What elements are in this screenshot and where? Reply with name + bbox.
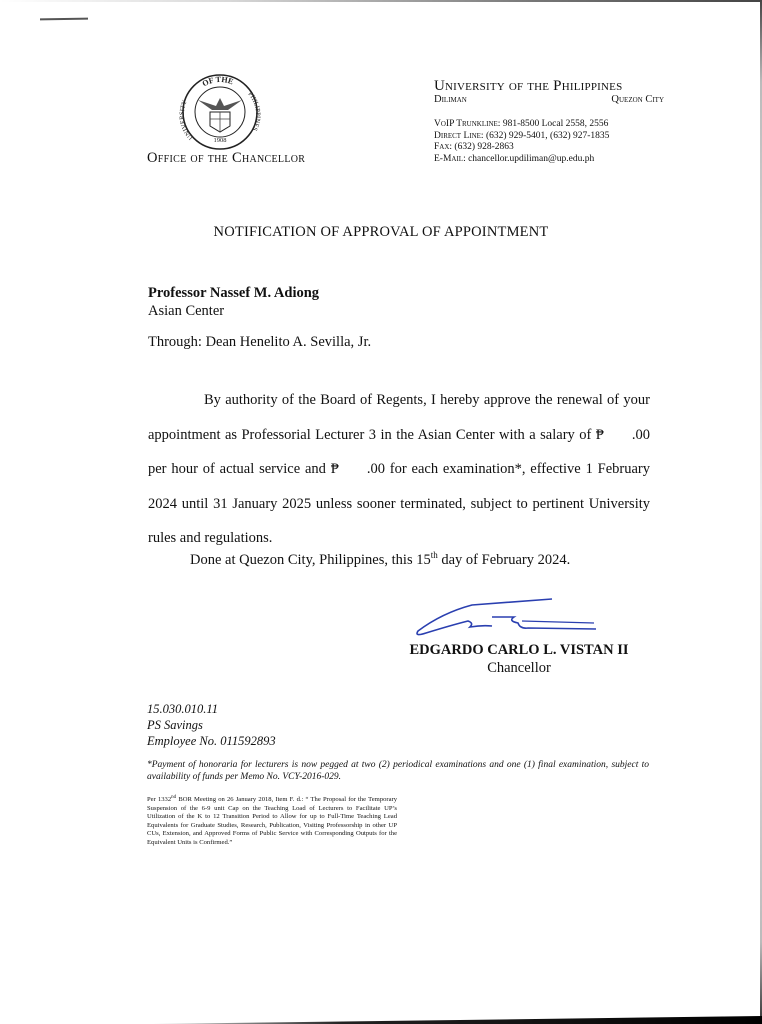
document-title: NOTIFICATION OF APPROVAL OF APPOINTMENT bbox=[213, 224, 549, 240]
peso-sign: ₱ bbox=[330, 461, 339, 477]
signatory bbox=[384, 641, 654, 677]
account-code: 15.030.010.11 bbox=[147, 702, 218, 716]
signature-icon bbox=[412, 595, 602, 640]
svg-text:1908: 1908 bbox=[213, 137, 227, 144]
campus: Diliman bbox=[434, 94, 467, 105]
svg-text:OF THE: OF THE bbox=[200, 74, 235, 89]
addressee bbox=[148, 284, 319, 320]
addressee-unit: Asian Center bbox=[148, 303, 225, 319]
fund-source: PS Savings bbox=[147, 718, 203, 732]
contact-direct-line: Direct Line: (632) 929-5401, (632) 927-1835 bbox=[434, 130, 610, 141]
contact-fax: Fax: (632) 928-2863 bbox=[434, 142, 514, 152]
scan-artifact-mark bbox=[40, 18, 88, 21]
contact-info bbox=[434, 119, 664, 165]
location-line bbox=[434, 94, 664, 105]
addressee-name: Professor Nassef M. Adiong bbox=[148, 285, 320, 301]
through-line: Through: Dean Henelito A. Sevilla, Jr. bbox=[148, 334, 372, 350]
signatory-title: Chancellor bbox=[487, 660, 551, 676]
city: Quezon City bbox=[611, 94, 664, 105]
scan-edge-bottom bbox=[0, 1016, 762, 1024]
body-paragraph: By authority of the Board of Regents, I hereby approve the renewal of your appointment as Professorial Lecturer 3 in the Asian Center with a salary of ₱ .00 per hour of actual service and ₱ .00 for each examination*, effective 1 February 2024 until 31 January 2025 unless sooner terminated, subject to pertinent University rules and regulations. bbox=[148, 392, 650, 546]
svg-text:PHILIPPINES: PHILIPPINES bbox=[246, 90, 262, 132]
employee-number: Employee No. 011592893 bbox=[147, 734, 276, 748]
scan-edge-top bbox=[0, 0, 762, 2]
letterhead-right bbox=[434, 78, 664, 165]
svg-text:UNIVERSITY: UNIVERSITY bbox=[178, 99, 195, 141]
done-line: Done at Quezon City, Philippines, this 15th day of February 2024. bbox=[190, 550, 571, 568]
contact-email: E-Mail: chancellor.updiliman@up.edu.ph bbox=[434, 153, 595, 164]
footnote: *Payment of honoraria for lecturers is now pegged at two (2) periodical examinations and one (1) final examination, subject to availability of funds per Memo No. VCY-2016-029. bbox=[147, 760, 649, 782]
bor-note: Per 1332nd BOR Meeting on 26 January 2018, Item F. d.: “ The Proposal for the Temporary Suspension of the 6-9 unit Cap on the Teaching Load of Lecturers to Facilitate UP’s Utilization of the K to 12 Transition Period to Allow for up to Full-Time Teaching Lead Equivalents for Graduate Studies, Research, Publication, Visiting Professorship in other UP CUs, Extension, and Approved Forms of Public Service with Corresponding Outputs for the Equivalent Units is Confirmed.” bbox=[147, 795, 397, 846]
peso-sign: ₱ bbox=[595, 426, 604, 443]
office-name: Office of the Chancellor bbox=[147, 150, 306, 166]
university-name: University of the Philippines bbox=[434, 78, 623, 94]
signatory-name: EDGARDO CARLO L. VISTAN II bbox=[409, 642, 629, 658]
reference-codes bbox=[147, 701, 276, 749]
contact-voip: VoIP Trunkline: 981-8500 Local 2558, 2556 bbox=[434, 119, 609, 129]
letter-body bbox=[148, 383, 650, 556]
university-seal-icon bbox=[172, 72, 268, 152]
